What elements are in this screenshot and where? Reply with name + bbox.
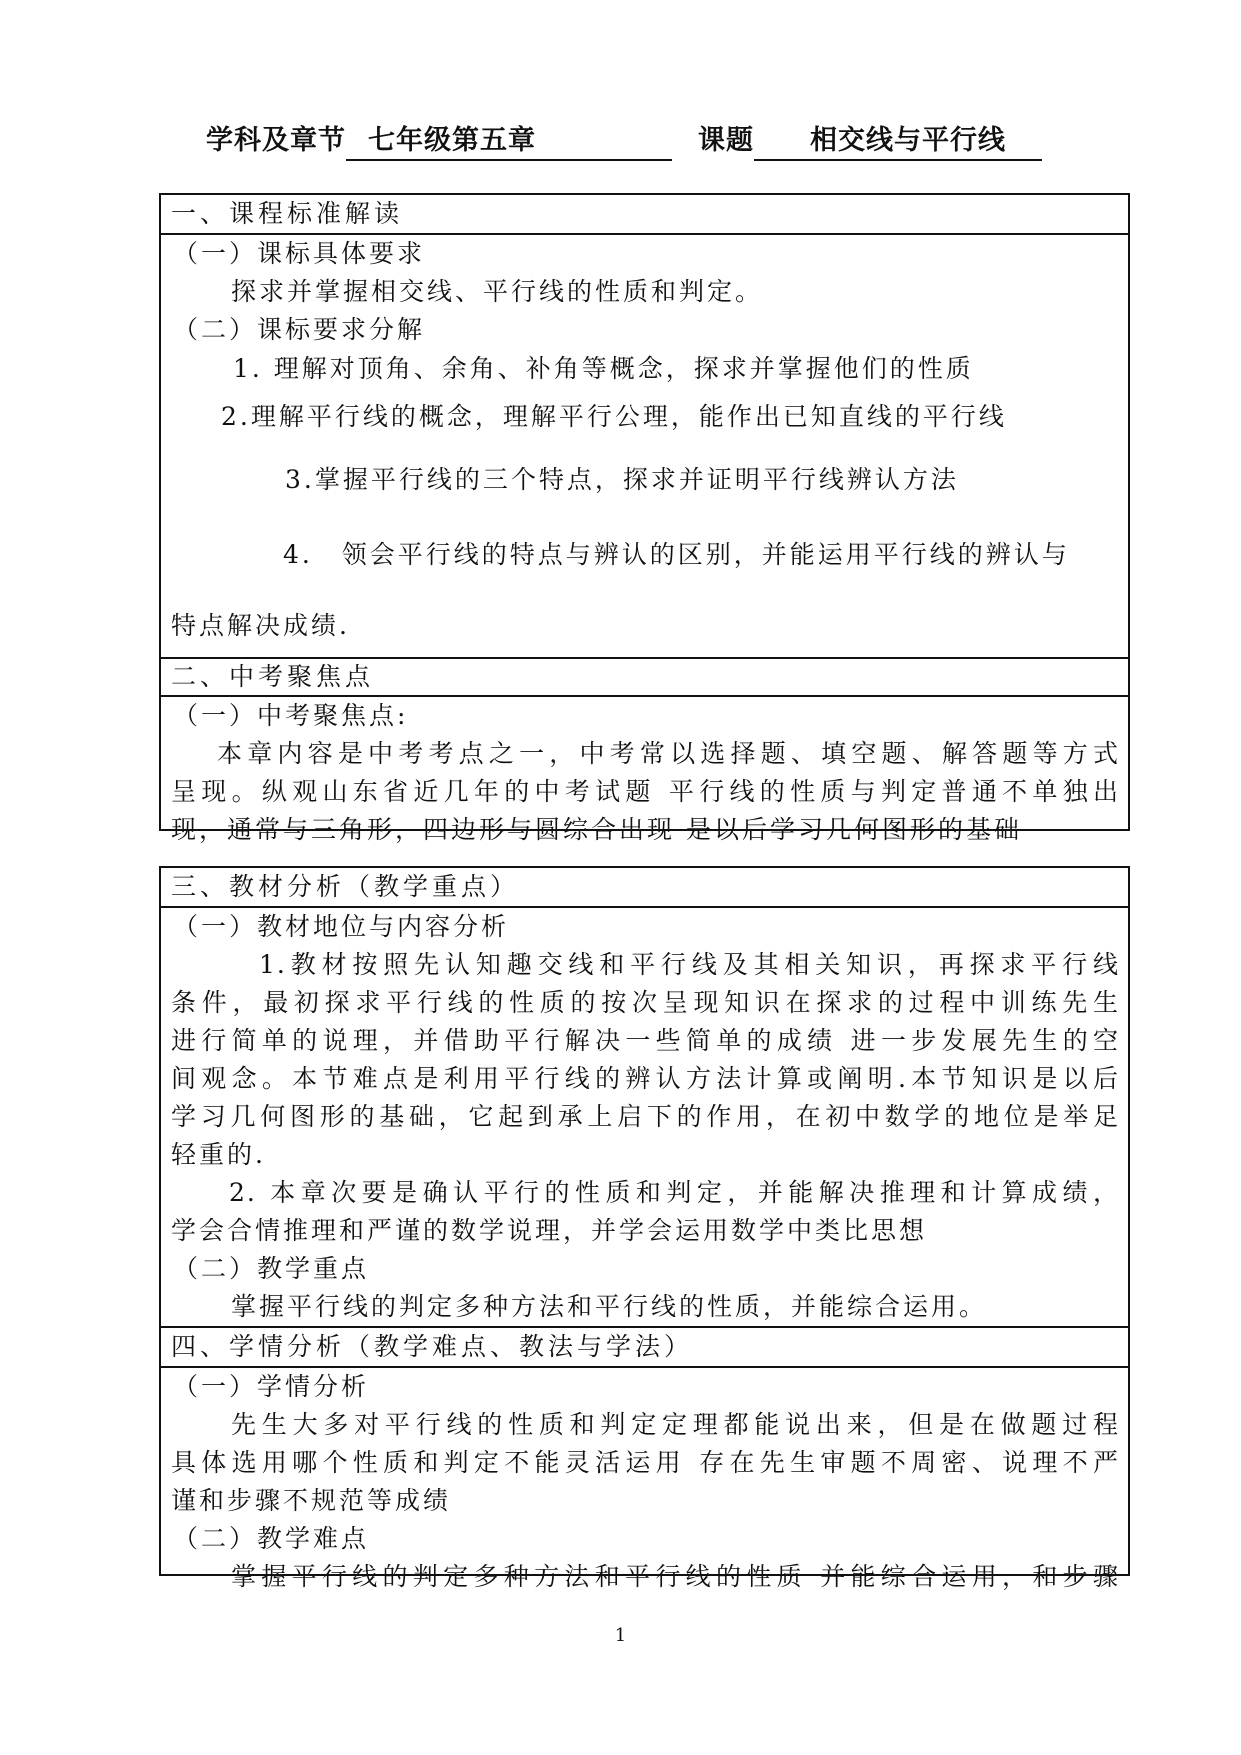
topic-value: 相交线与平行线 [754, 118, 1042, 161]
textbook-p2-line-1: 2. 本章次要是确认平行的性质和判定，并能解决推理和计算成绩， [229, 1178, 1120, 1207]
section-title-exam-focus: 二、中考聚焦点 [161, 659, 1128, 697]
page-number: 1 [614, 1625, 627, 1646]
requirements-text: 探求并掌握相交线、平行线的性质和判定。 [231, 277, 764, 306]
table-box-2 [159, 866, 1130, 1591]
textbook-p1-line-3: 进行简单的说理，并借助平行解决一些简单的成绩 进一步发展先生的空 [171, 1026, 1120, 1055]
breakdown-item-4: 4. 领会平行线的特点与辨认的区别，并能运用平行线的辨认与 [283, 540, 1070, 569]
textbook-p1-line-5: 学习几何图形的基础，它起到承上启下的作用，在初中数学的地位是举足 [171, 1102, 1120, 1131]
breakdown-item-3: 3.掌握平行线的三个特点，探求并证明平行线辨认方法 [285, 465, 959, 494]
breakdown-item-1: 1. 理解对顶角、余角、补角等概念，探求并掌握他们的性质 [233, 354, 974, 383]
breakdown-item-2: 2.理解平行线的概念，理解平行公理，能作出已知直线的平行线 [221, 402, 1007, 431]
teaching-difficulty-text: 掌握平行线的判定多种方法和平行线的性质 并能综合运用，和步骤 [231, 1562, 1120, 1591]
section-title-textbook-analysis: 三、教材分析（教学重点） [161, 868, 1128, 908]
textbook-p1-line-1: 1.教材按照先认知趣交线和平行线及其相关知识，再探求平行线 [259, 950, 1120, 979]
subject-value: 七年级第五章 [346, 118, 672, 161]
learner-analysis-line-1: 先生大多对平行线的性质和判定定理都能说出来，但是在做题过程 [231, 1410, 1120, 1439]
textbook-p2-line-2: 学会合情推理和严谨的数学说理，并学会运用数学中类比思想 [171, 1216, 928, 1245]
sub-title-requirements: （一）课标具体要求 [173, 239, 426, 268]
textbook-p1-line-6: 轻重的. [171, 1140, 266, 1169]
table-box-1 [159, 193, 1130, 844]
sub-title-exam-focus: （一）中考聚焦点: [173, 701, 409, 730]
sub-title-learner-analysis: （一）学情分析 [173, 1372, 370, 1401]
subject-label: 学科及章节 [206, 125, 346, 156]
breakdown-item-4-continued: 特点解决成绩. [161, 595, 1128, 659]
section-title-curriculum: 一、课程标准解读 [161, 195, 1128, 235]
sub-title-textbook-position: （一）教材地位与内容分析 [173, 912, 510, 941]
teaching-focus-text: 掌握平行线的判定多种方法和平行线的性质，并能综合运用。 [161, 1288, 1128, 1328]
sub-title-teaching-focus: （二）教学重点 [173, 1254, 370, 1283]
exam-focus-line-3: 现，通常与三角形，四边形与圆综合出现 是以后学习几何图形的基础 [171, 815, 1022, 844]
topic-label: 课题 [698, 125, 754, 156]
learner-analysis-line-3: 谨和步骤不规范等成绩 [171, 1486, 452, 1515]
textbook-p1-line-2: 条件，最初探求平行线的性质的按次呈现知识在探求的过程中训练先生 [171, 988, 1120, 1017]
sub-title-breakdown: （二）课标要求分解 [173, 315, 426, 344]
sub-title-teaching-difficulty: （二）教学难点 [173, 1524, 370, 1553]
textbook-p1-line-4: 间观念。本节难点是利用平行线的辨认方法计算或阐明.本节知识是以后 [171, 1064, 1120, 1093]
exam-focus-line-1: 本章内容是中考考点之一，中考常以选择题、填空题、解答题等方式 [217, 739, 1120, 768]
exam-focus-line-2: 呈现。纵观山东省近几年的中考试题 平行线的性质与判定普通不单独出 [171, 777, 1120, 806]
document-header [206, 118, 1042, 161]
learner-analysis-line-2: 具体选用哪个性质和判定不能灵活运用 存在先生审题不周密、说理不严 [171, 1448, 1120, 1477]
section-title-learner-analysis: 四、学情分析（教学难点、教法与学法） [161, 1328, 1128, 1368]
